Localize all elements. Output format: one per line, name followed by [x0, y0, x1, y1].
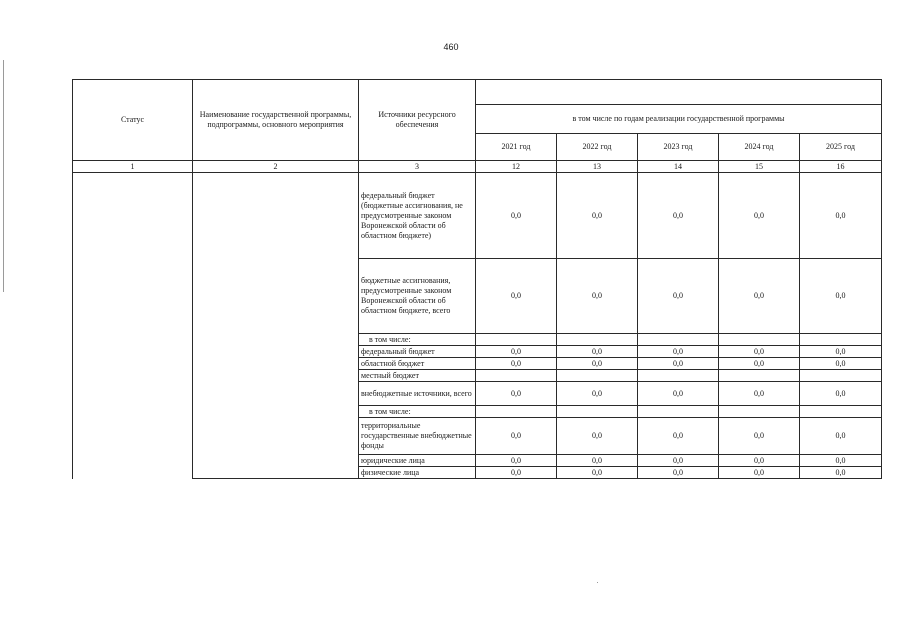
- column-number: 15: [719, 161, 800, 173]
- value-cell: 0,0: [557, 259, 638, 334]
- column-number: 3: [359, 161, 476, 173]
- value-cell: [800, 370, 882, 382]
- scan-margin-line: [3, 60, 4, 292]
- value-cell: 0,0: [800, 173, 882, 259]
- program-name-cell: [193, 173, 359, 479]
- source-cell: физические лица: [359, 467, 476, 479]
- value-cell: 0,0: [557, 467, 638, 479]
- value-cell: 0,0: [557, 173, 638, 259]
- value-cell: 0,0: [557, 382, 638, 406]
- value-cell: 0,0: [800, 455, 882, 467]
- source-cell: федеральный бюджет (бюджетные ассигнования, не предусмотренные законом Воронежской области об областном бюджете): [359, 173, 476, 259]
- header-program-name: Наименование государственной программы, подпрограммы, основного мероприятия: [193, 80, 359, 161]
- value-cell: 0,0: [719, 346, 800, 358]
- value-cell: 0,0: [638, 382, 719, 406]
- value-cell: 0,0: [719, 382, 800, 406]
- source-cell: в том числе:: [359, 406, 476, 418]
- value-cell: [557, 334, 638, 346]
- value-cell: 0,0: [557, 455, 638, 467]
- value-cell: [638, 334, 719, 346]
- value-cell: 0,0: [557, 346, 638, 358]
- value-cell: 0,0: [800, 259, 882, 334]
- source-cell: территориальные государственные внебюджетные фонды: [359, 418, 476, 455]
- value-cell: [800, 406, 882, 418]
- value-cell: 0,0: [800, 346, 882, 358]
- budget-table: [72, 79, 882, 479]
- scan-speck: [597, 582, 598, 583]
- value-cell: 0,0: [719, 467, 800, 479]
- value-cell: 0,0: [638, 346, 719, 358]
- value-cell: [719, 406, 800, 418]
- value-cell: 0,0: [719, 358, 800, 370]
- header-blank: [476, 80, 882, 105]
- source-cell: федеральный бюджет: [359, 346, 476, 358]
- value-cell: 0,0: [719, 455, 800, 467]
- source-cell: в том числе:: [359, 334, 476, 346]
- value-cell: 0,0: [476, 358, 557, 370]
- table-row: [73, 173, 882, 259]
- column-number: 1: [73, 161, 193, 173]
- header-row-1: [73, 80, 882, 105]
- source-cell: юридические лица: [359, 455, 476, 467]
- value-cell: [800, 334, 882, 346]
- value-cell: 0,0: [638, 467, 719, 479]
- value-cell: [476, 334, 557, 346]
- value-cell: 0,0: [476, 173, 557, 259]
- value-cell: [476, 370, 557, 382]
- value-cell: 0,0: [800, 382, 882, 406]
- header-sources: Источники ресурсного обеспечения: [359, 80, 476, 161]
- value-cell: 0,0: [638, 173, 719, 259]
- page-number: 460: [443, 42, 459, 52]
- value-cell: 0,0: [557, 358, 638, 370]
- column-number: 12: [476, 161, 557, 173]
- value-cell: 0,0: [719, 259, 800, 334]
- column-number: 13: [557, 161, 638, 173]
- value-cell: 0,0: [557, 418, 638, 455]
- column-number: 2: [193, 161, 359, 173]
- value-cell: 0,0: [719, 173, 800, 259]
- value-cell: 0,0: [638, 418, 719, 455]
- header-by-years: в том числе по годам реализации государственной программы: [476, 105, 882, 134]
- value-cell: [557, 406, 638, 418]
- value-cell: 0,0: [719, 418, 800, 455]
- header-year: 2025 год: [800, 134, 882, 161]
- column-number: 16: [800, 161, 882, 173]
- value-cell: [638, 370, 719, 382]
- header-year: 2022 год: [557, 134, 638, 161]
- value-cell: 0,0: [476, 455, 557, 467]
- source-cell: внебюджетные источники, всего: [359, 382, 476, 406]
- value-cell: [476, 406, 557, 418]
- source-cell: бюджетные ассигнования, предусмотренные законом Воронежской области об областном бюджете, всего: [359, 259, 476, 334]
- value-cell: 0,0: [476, 382, 557, 406]
- value-cell: 0,0: [800, 418, 882, 455]
- value-cell: 0,0: [476, 259, 557, 334]
- value-cell: 0,0: [638, 455, 719, 467]
- value-cell: [638, 406, 719, 418]
- value-cell: 0,0: [476, 346, 557, 358]
- value-cell: [719, 370, 800, 382]
- header-year: 2021 год: [476, 134, 557, 161]
- value-cell: 0,0: [638, 259, 719, 334]
- column-number: 14: [638, 161, 719, 173]
- value-cell: 0,0: [476, 418, 557, 455]
- value-cell: 0,0: [800, 358, 882, 370]
- source-cell: областной бюджет: [359, 358, 476, 370]
- header-status: Статус: [73, 80, 193, 161]
- value-cell: [719, 334, 800, 346]
- header-year: 2023 год: [638, 134, 719, 161]
- header-year: 2024 год: [719, 134, 800, 161]
- column-number-row: [73, 161, 882, 173]
- value-cell: 0,0: [638, 358, 719, 370]
- value-cell: 0,0: [800, 467, 882, 479]
- value-cell: 0,0: [476, 467, 557, 479]
- value-cell: [557, 370, 638, 382]
- status-cell: [73, 173, 193, 479]
- source-cell: местный бюджет: [359, 370, 476, 382]
